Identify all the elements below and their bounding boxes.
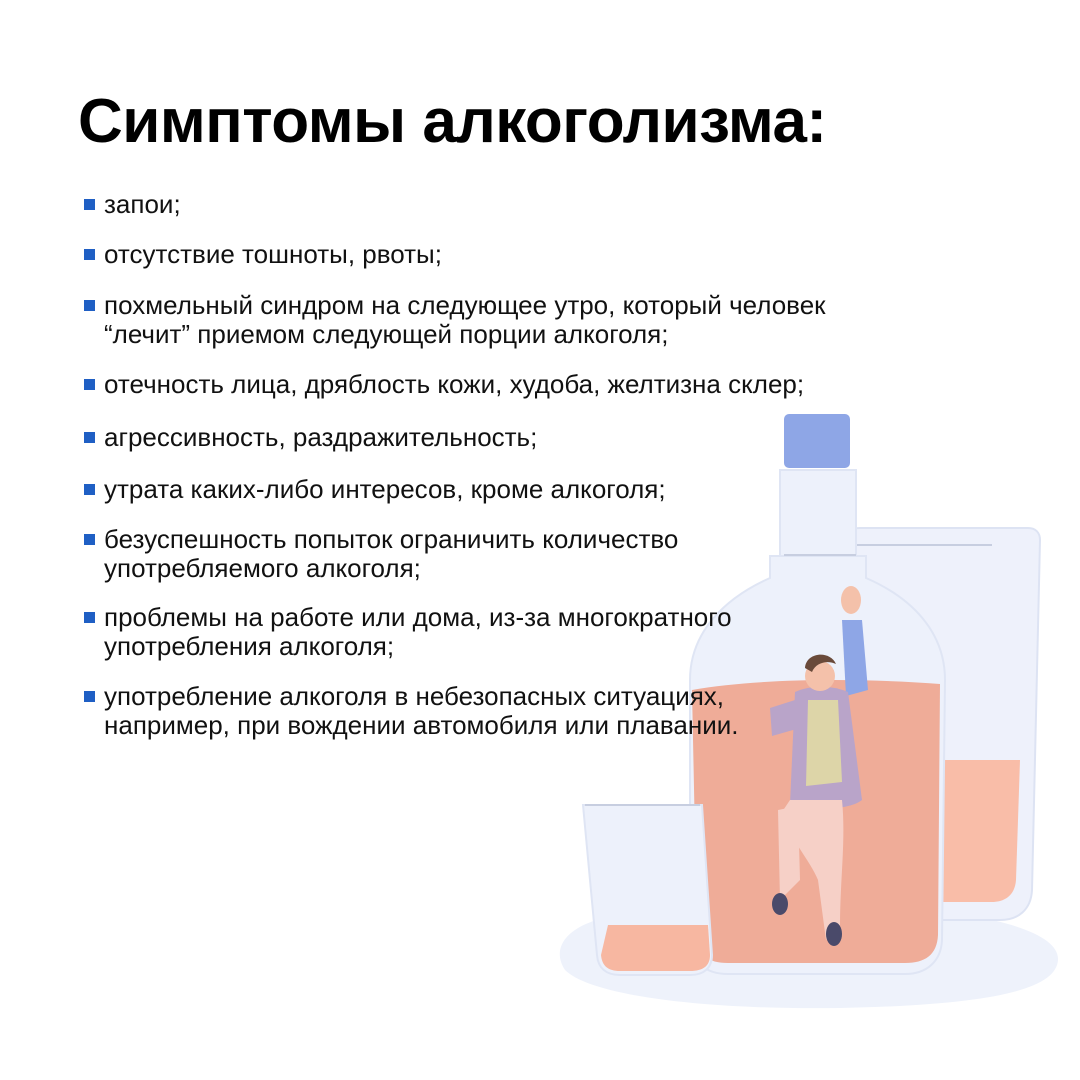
symptom-line: запои;: [104, 189, 181, 219]
symptom-line: безуспешность попыток ограничить количество: [104, 524, 679, 554]
symptom-line: проблемы на работе или дома, из-за многократного: [104, 602, 732, 632]
symptom-text: [104, 370, 984, 399]
list-item: [84, 190, 984, 219]
symptom-line: утрата каких-либо интересов, кроме алкоголя;: [104, 474, 666, 504]
square-bullet-icon: [84, 612, 95, 623]
symptom-line: употребляемого алкоголя;: [104, 553, 421, 583]
symptom-text: [104, 475, 984, 504]
square-bullet-icon: [84, 534, 95, 545]
symptom-line: агрессивность, раздражительность;: [104, 422, 538, 452]
page-title: Симптомы алкоголизма:: [78, 87, 827, 156]
symptom-text: [104, 190, 984, 219]
square-bullet-icon: [84, 249, 95, 260]
list-item: [84, 682, 984, 740]
symptom-line: употребления алкоголя;: [104, 631, 395, 661]
list-item: [84, 291, 984, 349]
symptom-line: отсутствие тошноты, рвоты;: [104, 239, 442, 269]
square-bullet-icon: [84, 484, 95, 495]
list-item: [84, 475, 984, 504]
symptom-text: [104, 291, 984, 349]
list-item: [84, 370, 984, 399]
list-item: [84, 603, 984, 661]
list-item: [84, 525, 984, 583]
list-item: [84, 240, 984, 269]
symptom-line: “лечит” приемом следующей порции алкоголя;: [104, 319, 669, 349]
symptom-line: употребление алкоголя в небезопасных ситуациях,: [104, 681, 725, 711]
square-bullet-icon: [84, 691, 95, 702]
list-item: [84, 423, 984, 452]
symptom-text: [104, 240, 984, 269]
symptom-text: [104, 603, 984, 661]
square-bullet-icon: [84, 199, 95, 210]
square-bullet-icon: [84, 432, 95, 443]
symptom-text: [104, 525, 984, 583]
symptom-line: похмельный синдром на следующее утро, который человек: [104, 290, 826, 320]
symptom-line: например, при вождении автомобиля или плавании.: [104, 710, 739, 740]
square-bullet-icon: [84, 379, 95, 390]
square-bullet-icon: [84, 300, 95, 311]
glass-icon: [583, 805, 712, 975]
symptom-text: [104, 682, 984, 740]
symptom-text: [104, 423, 984, 452]
symptom-line: отечность лица, дряблость кожи, худоба, желтизна склер;: [104, 369, 805, 399]
